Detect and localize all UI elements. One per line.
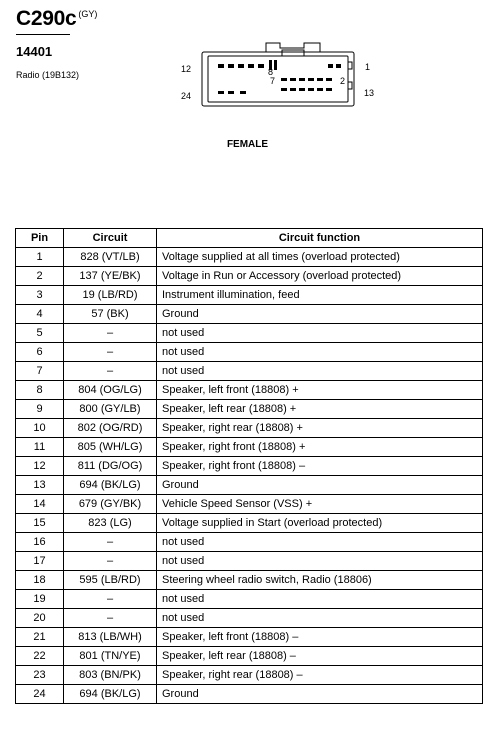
pinout-table-body — [16, 248, 483, 704]
connector-header — [16, 7, 98, 80]
circuit-cell: 595 (LB/RD) — [64, 571, 157, 590]
circuit-cell: – — [64, 552, 157, 571]
function-cell: not used — [157, 609, 483, 628]
pin-cell: 14 — [16, 495, 64, 514]
function-cell: not used — [157, 590, 483, 609]
circuit-cell: 679 (GY/BK) — [64, 495, 157, 514]
function-cell: Ground — [157, 305, 483, 324]
table-row — [16, 685, 483, 704]
pin-label-2: 2 — [340, 76, 346, 86]
function-cell: Speaker, right rear (18808) – — [157, 666, 483, 685]
circuit-cell: 801 (TN/YE) — [64, 647, 157, 666]
circuit-cell: 694 (BK/LG) — [64, 685, 157, 704]
pin-cell: 18 — [16, 571, 64, 590]
table-row — [16, 248, 483, 267]
pin-cell: 24 — [16, 685, 64, 704]
function-cell: Vehicle Speed Sensor (VSS) + — [157, 495, 483, 514]
table-row — [16, 305, 483, 324]
pin-cell: 16 — [16, 533, 64, 552]
function-cell: Ground — [157, 476, 483, 495]
circuit-cell: – — [64, 324, 157, 343]
connector-title — [16, 8, 97, 30]
function-cell: Voltage supplied in Start (overload protected) — [157, 514, 483, 533]
circuit-cell: 804 (OG/LG) — [64, 381, 157, 400]
header-circuit-function: Circuit function — [157, 229, 483, 248]
table-row — [16, 362, 483, 381]
table-row — [16, 590, 483, 609]
function-cell: Speaker, left rear (18808) – — [157, 647, 483, 666]
function-cell: not used — [157, 343, 483, 362]
pin-cell: 9 — [16, 400, 64, 419]
connector-view-label: FEMALE — [226, 139, 269, 150]
pin-cell: 22 — [16, 647, 64, 666]
pin-cell: 21 — [16, 628, 64, 647]
table-row — [16, 628, 483, 647]
function-cell: Ground — [157, 685, 483, 704]
circuit-cell: 19 (LB/RD) — [64, 286, 157, 305]
circuit-cell: – — [64, 590, 157, 609]
pin-cell: 5 — [16, 324, 64, 343]
pin-cell: 20 — [16, 609, 64, 628]
function-cell: Voltage supplied at all times (overload protected) — [157, 248, 483, 267]
circuit-cell: – — [64, 362, 157, 381]
circuit-cell: 802 (OG/RD) — [64, 419, 157, 438]
part-number: 14401 — [16, 44, 53, 59]
table-row — [16, 666, 483, 685]
circuit-cell: 57 (BK) — [64, 305, 157, 324]
table-row — [16, 533, 483, 552]
function-cell: Instrument illumination, feed — [157, 286, 483, 305]
title-underline — [16, 34, 70, 35]
pin-label-13: 13 — [364, 88, 375, 98]
table-header-row — [16, 229, 483, 248]
pin-cell: 7 — [16, 362, 64, 381]
table-row — [16, 286, 483, 305]
table-row — [16, 343, 483, 362]
circuit-cell: 800 (GY/LB) — [64, 400, 157, 419]
circuit-cell: – — [64, 609, 157, 628]
function-cell: Speaker, left front (18808) + — [157, 381, 483, 400]
header-pin: Pin — [16, 229, 64, 248]
table-row — [16, 647, 483, 666]
pin-label-8: 8 — [268, 67, 274, 77]
table-row — [16, 438, 483, 457]
function-cell: Speaker, left rear (18808) + — [157, 400, 483, 419]
pin-cell: 12 — [16, 457, 64, 476]
pin-cell: 15 — [16, 514, 64, 533]
circuit-cell: 137 (YE/BK) — [64, 267, 157, 286]
function-cell: Speaker, right rear (18808) + — [157, 419, 483, 438]
pin-cell: 8 — [16, 381, 64, 400]
table-row — [16, 571, 483, 590]
circuit-cell: 694 (BK/LG) — [64, 476, 157, 495]
pin-cell: 13 — [16, 476, 64, 495]
pin-cell: 4 — [16, 305, 64, 324]
table-row — [16, 476, 483, 495]
component-description: Radio (19B132) — [16, 70, 80, 80]
connector-color: (GY) — [78, 9, 98, 19]
table-row — [16, 419, 483, 438]
pin-cell: 3 — [16, 286, 64, 305]
function-cell: Voltage in Run or Accessory (overload protected) — [157, 267, 483, 286]
function-cell: not used — [157, 362, 483, 381]
pin-cell: 17 — [16, 552, 64, 571]
pin-cell: 1 — [16, 248, 64, 267]
function-cell: Speaker, right front (18808) – — [157, 457, 483, 476]
function-cell: not used — [157, 552, 483, 571]
function-cell: Steering wheel radio switch, Radio (18806) — [157, 571, 483, 590]
function-cell: not used — [157, 324, 483, 343]
table-row — [16, 324, 483, 343]
connector-face-drawing — [178, 38, 378, 110]
circuit-cell: 813 (LB/WH) — [64, 628, 157, 647]
function-cell: Speaker, left front (18808) – — [157, 628, 483, 647]
circuit-cell: 828 (VT/LB) — [64, 248, 157, 267]
pin-cell: 11 — [16, 438, 64, 457]
pin-label-24: 24 — [181, 91, 192, 101]
table-row — [16, 400, 483, 419]
table-row — [16, 381, 483, 400]
table-row — [16, 552, 483, 571]
pinout-table — [15, 228, 483, 704]
circuit-cell: – — [64, 533, 157, 552]
circuit-cell: – — [64, 343, 157, 362]
connector-code: C290c — [16, 7, 77, 30]
pin-label-1: 1 — [365, 62, 371, 72]
pin-cell: 23 — [16, 666, 64, 685]
circuit-cell: 805 (WH/LG) — [64, 438, 157, 457]
table-row — [16, 267, 483, 286]
pin-label-7: 7 — [270, 76, 276, 86]
table-row — [16, 457, 483, 476]
circuit-cell: 803 (BN/PK) — [64, 666, 157, 685]
circuit-cell: 823 (LG) — [64, 514, 157, 533]
pin-label-12: 12 — [181, 64, 192, 74]
pin-cell: 19 — [16, 590, 64, 609]
header-circuit: Circuit — [64, 229, 157, 248]
function-cell: Speaker, right front (18808) + — [157, 438, 483, 457]
connector-diagram — [178, 38, 378, 110]
table-row — [16, 514, 483, 533]
pin-cell: 10 — [16, 419, 64, 438]
pin-cell: 2 — [16, 267, 64, 286]
circuit-cell: 811 (DG/OG) — [64, 457, 157, 476]
pin-cell: 6 — [16, 343, 64, 362]
function-cell: not used — [157, 533, 483, 552]
table-row — [16, 609, 483, 628]
table-row — [16, 495, 483, 514]
